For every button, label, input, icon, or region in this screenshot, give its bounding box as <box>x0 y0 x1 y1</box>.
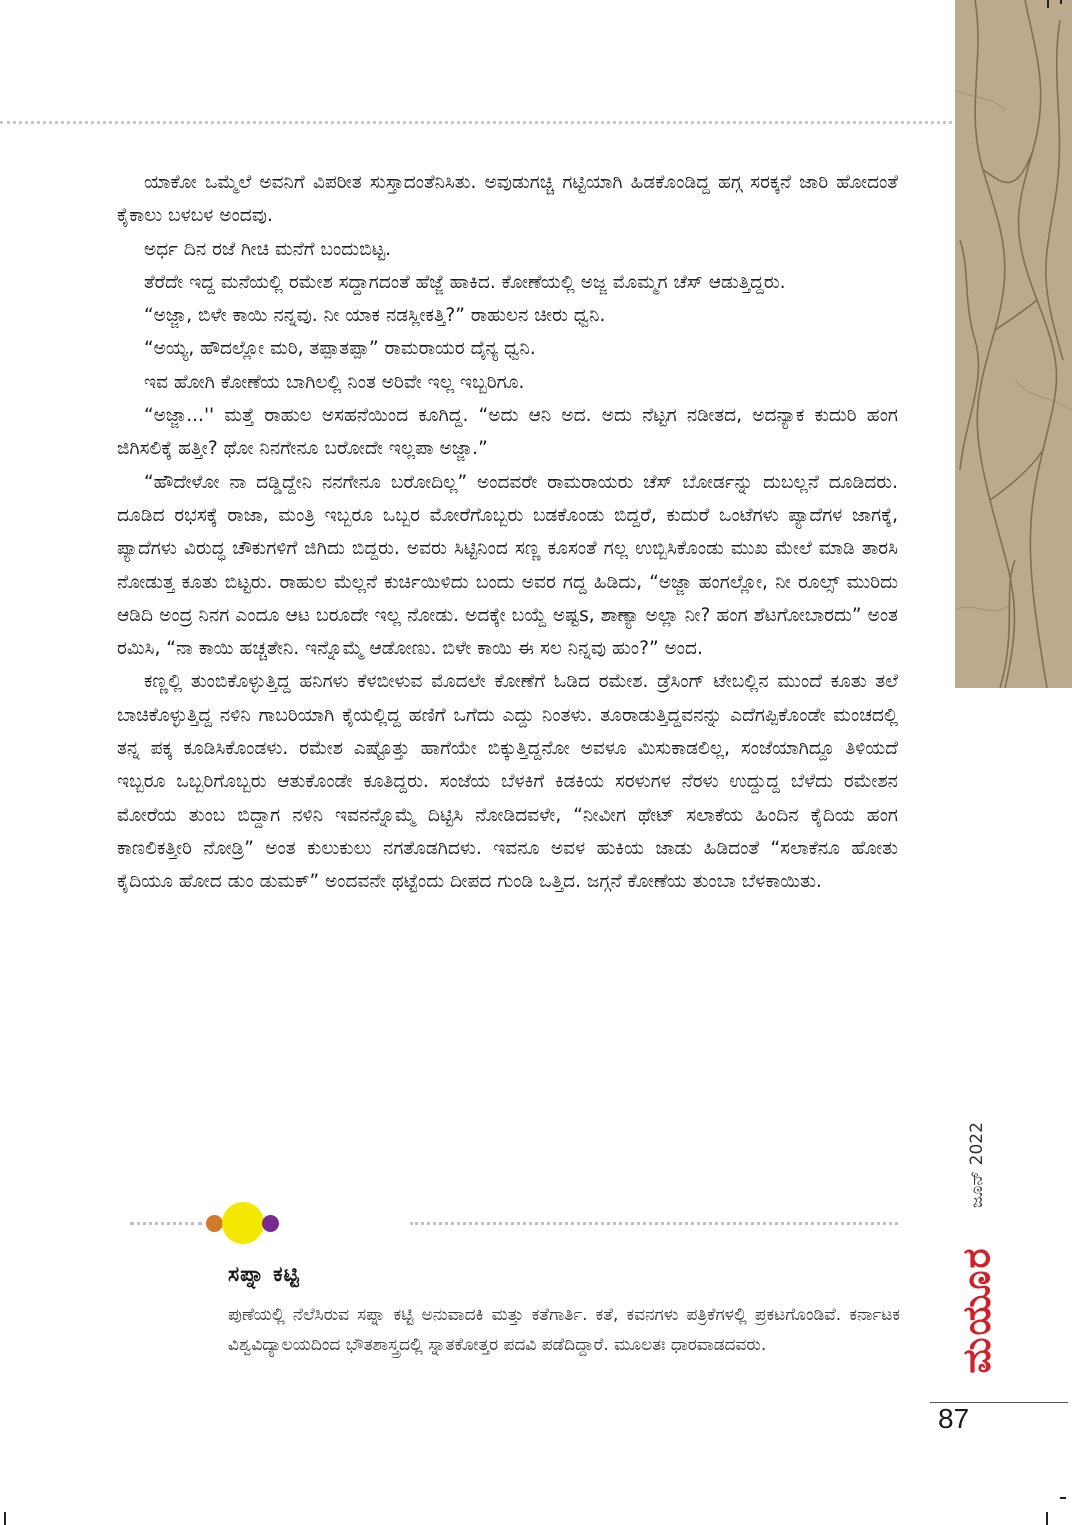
crop-mark <box>1060 0 1062 4</box>
author-bio: ಪುಣೆಯಲ್ಲಿ ನೆಲೆಸಿರುವ ಸಪ್ನಾ ಕಟ್ಟಿ ಅನುವಾದಕಿ ಮತ್ತು ಕತೆಗಾರ್ತಿ. ಕತೆ, ಕವನಗಳು ಪತ್ರಿಕೆಗಳಲ್ಲಿ ಪ್ರಕಟಗೊಂಡಿವೆ. ಕರ್ನಾಟಕ ವಿಶ್ವವಿದ್ಯಾಲಯದಿಂದ ಭೌತಶಾಸ್ತ್ರದಲ್ಲಿ ಸ್ನಾತಕೋತ್ತರ ಪದವಿ ಪಡೆದಿದ್ದಾರೆ. ಮೂಲತಃ ಧಾರವಾಡದವರು. <box>228 1305 900 1355</box>
paragraph: ಅರ್ಧ ದಿನ ರಜೆ ಗೀಚಿ ಮನೆಗೆ ಬಂದುಬಿಟ್ಟ. <box>144 238 392 260</box>
orange-dot <box>206 1215 223 1232</box>
crop-mark <box>1047 0 1049 8</box>
author-name: ಸಪ್ನಾ ಕಟ್ಟಿ <box>228 1262 300 1286</box>
purple-dot <box>262 1215 279 1232</box>
article-body <box>117 166 898 899</box>
issue-date-text: ಜೂನ್ 2022 <box>967 1122 987 1208</box>
crop-mark <box>1046 1512 1048 1525</box>
section-divider <box>130 1212 898 1236</box>
issue-date <box>962 1110 992 1220</box>
crop-mark <box>1060 1497 1066 1499</box>
paragraph: ಕಣ್ಣಲ್ಲಿ ತುಂಬಿಕೊಳ್ಳುತ್ತಿದ್ದ ಹನಿಗಳು ಕೆಳಬೀಳುವ ಮೊದಲೇ ಕೋಣೆಗೆ ಓಡಿದ ರಮೇಶ. ಡ್ರೆಸಿಂಗ್ ಟೇಬಲ್ಲಿನ ಮುಂದೆ ಕೂತು ತಲೆ ಬಾಚಿಕೊಳ್ಳುತ್ತಿದ್ದ ನಳಿನಿ ಗಾಬರಿಯಾಗಿ ಕೈಯಲ್ಲಿದ್ದ ಹಣಿಗೆ ಒಗೆದು ಎದ್ದು ನಿಂತಳು. ತೂರಾಡುತ್ತಿದ್ದವನನ್ನು ಎದೆಗಪ್ಪಿಕೊಂಡೇ ಮಂಚದಲ್ಲಿ ತನ್ನ ಪಕ್ಕ ಕೂಡಿಸಿಕೊಂಡಳು. ರಮೇಶ ಎಷ್ಟೊತ್ತು ಹಾಗೆಯೇ ಬಿಕ್ಕುತ್ತಿದ್ದನೋ ಅವಳೂ ಮಿಸುಕಾಡಲಿಲ್ಲ, ಸಂಜೆಯಾಗಿದ್ದೂ ತಿಳಿಯದೆ ಇಬ್ಬರೂ ಒಬ್ಬರಿಗೊಬ್ಬರು ಆತುಕೊಂಡೇ ಕೂತಿದ್ದರು. ಸಂಜೆಯ ಬೆಳಕಿಗೆ ಕಿಡಕಿಯ ಸರಳುಗಳ ನೆರಳು ಉದ್ದುದ್ದ ಬೆಳೆದು ರಮೇಶನ ಮೋರೆಯ ತುಂಬ ಬಿದ್ದಾಗ ನಳಿನಿ ಇವನನ್ನೊಮ್ಮೆ ದಿಟ್ಟಿಸಿ ನೋಡಿದವಳೇ, “ನೀವೀಗ ಥೇಟ್ ಸಲಾಕೆಯ ಹಿಂದಿನ ಕೈದಿಯ ಹಂಗ ಕಾಣಲಿಕತ್ತೀರಿ ನೋಡ್ರಿ” ಅಂತ ಕುಲುಕುಲು ನಗತೊಡಗಿದಳು. ಇವನೂ ಅವಳ ಹುಕಿಯ ಜಾಡು ಹಿಡಿದಂತೆ “ಸಲಾಕೆನೂ ಹೋತು ಕೈದಿಯೂ ಹೋದ ಡುಂ ಡುಮಕ್” ಅಂದವನೇ ಥಟ್ಟೆಂದು ದೀಪದ ಗುಂಡಿ ಒತ್ತಿದ. ಜಗ್ಗನೆ ಕೋಣೆಯ ತುಂಬಾ ಬೆಳಕಾಯಿತು. <box>117 671 898 893</box>
magazine-name-text: ಮಯೂರ <box>954 1246 999 1374</box>
page-number: 87 <box>938 1403 970 1434</box>
paragraph: “ಹೌದೇಳೋ ನಾ ದಡ್ಡಿದ್ದೇನಿ ನನಗೇನೂ ಬರೋದಿಲ್ಲ” ಅಂದವರೇ ರಾಮರಾಯರು ಚೆಸ್ ಬೋರ್ಡನ್ನು ದುಬಲ್ಲನೆ ದೂಡಿದರು. ದೂಡಿದ ರಭಸಕ್ಕೆ ರಾಜಾ, ಮಂತ್ರಿ ಇಬ್ಬರೂ ಒಬ್ಬರ ಮೋರೆಗೊಬ್ಬರು ಬಡಕೊಂಡು ಬಿದ್ದರೆ, ಕುದುರೆ ಒಂಟೆಗಳು ಪ್ಯಾದೆಗಳ ಜಾಗಕ್ಕೆ, ಪ್ಯಾದೆಗಳು ವಿರುದ್ಧ ಚೌಕುಗಳಿಗೆ ಜಿಗಿದು ಬಿದ್ದರು. ಅವರು ಸಿಟ್ಟಿನಿಂದ ಸಣ್ಣ ಕೂಸಂತೆ ಗಲ್ಲ ಉಬ್ಬಿಸಿಕೊಂಡು ಮುಖ ಮೇಲೆ ಮಾಡಿ ತಾರಸಿ ನೋಡುತ್ತ ಕೂತು ಬಿಟ್ಟರು. ರಾಹುಲ ಮೆಲ್ಲನೆ ಕುರ್ಚಿಯಿಳಿದು ಬಂದು ಅವರ ಗದ್ದ ಹಿಡಿದು, “ಅಜ್ಜಾ ಹಂಗಲ್ಲೋ, ನೀ ರೂಲ್ಸ್ ಮುರಿದು ಆಡಿದಿ ಅಂದ್ರ ನಿನಗ ಎಂದೂ ಆಟ ಬರೂದೇ ಇಲ್ಲ ನೋಡು. ಅದಕ್ಕೇ ಬಯ್ದೆ ಅಷ್ಟs, ಶಾಣ್ಯಾ ಅಲ್ಲಾ ನೀ? ಹಂಗ ಶೆಟಗೋಬಾರದು” ಅಂತ ರಮಿಸಿ, “ನಾ ಕಾಯಿ ಹಚ್ಚತೇನಿ. ಇನ್ನೊಮ್ಮೆ ಆಡೋಣು. ಬಿಳೇ ಕಾಯಿ ಈ ಸಲ ನಿನ್ನವು ಹುಂ?” ಅಂದ. <box>117 471 898 660</box>
top-dotted-rule <box>0 121 952 124</box>
paragraph: ಯಾಕೋ ಒಮ್ಮೆಲೆ ಅವನಿಗೆ ವಿಪರೀತ ಸುಸ್ತಾದಂತೆನಿಸಿತು. ಅವುಡುಗಚ್ಚಿ ಗಟ್ಟಿಯಾಗಿ ಹಿಡಕೊಂಡಿದ್ದ ಹಗ್ಗ ಸರಕ್ಕನೆ ಜಾರಿ ಹೋದಂತೆ ಕೈಕಾಲು ಬಳಬಳ ಅಂದವು. <box>117 172 898 227</box>
magazine-logo <box>955 1230 999 1390</box>
decorative-texture-strip <box>955 0 1072 688</box>
paragraph: ಇವ ಹೋಗಿ ಕೋಣೆಯ ಬಾಗಿಲಲ್ಲಿ ನಿಂತ ಅರಿವೇ ಇಲ್ಲ ಇಬ್ಬರಿಗೂ. <box>144 371 525 393</box>
crop-mark <box>4 1512 6 1525</box>
paragraph: “ಅಯ್ಯ, ಹೌದಲ್ಲೋ ಮರಿ, ತಪ್ಪಾತಪ್ಪಾ” ರಾಮರಾಯರ ದೈನ್ಯ ಧ್ವನಿ. <box>144 338 536 360</box>
divider-dots-left <box>130 1222 202 1225</box>
yellow-dot <box>222 1202 264 1244</box>
texture-lines <box>955 0 1072 688</box>
paragraph: “ಅಜ್ಜಾ...'' ಮತ್ತೆ ರಾಹುಲ ಅಸಹನೆಯಿಂದ ಕೂಗಿದ್ದ. “ಅದು ಆನಿ ಅದ. ಅದು ನೆಟ್ಟಗ ನಡೀತದ, ಅದನ್ಯಾಕ ಕುದುರಿ ಹಂಗ ಜಿಗಿಸಲಿಕ್ಕೆ ಹತ್ತೀ? ಥೋ ನಿನಗೇನೂ ಬರೋದೇ ಇಲ್ಲಪಾ ಅಜ್ಜಾ.” <box>117 405 898 460</box>
divider-dots-right <box>410 1222 898 1225</box>
paragraph: “ಅಜ್ಜಾ, ಬಿಳೇ ಕಾಯಿ ನನ್ನವು. ನೀ ಯಾಕ ನಡಸ್ಲೀಕತ್ತಿ?” ರಾಹುಲನ ಚೀರು ಧ್ವನಿ. <box>144 305 606 327</box>
paragraph: ತೆರೆದೇ ಇದ್ದ ಮನೆಯಲ್ಲಿ ರಮೇಶ ಸದ್ದಾಗದಂತೆ ಹೆಜ್ಜೆ ಹಾಕಿದ. ಕೋಣೆಯಲ್ಲಿ ಅಜ್ಜ ಮೊಮ್ಮಗ ಚೆಸ್ ಆಡುತ್ತಿದ್ದರು. <box>144 271 786 293</box>
